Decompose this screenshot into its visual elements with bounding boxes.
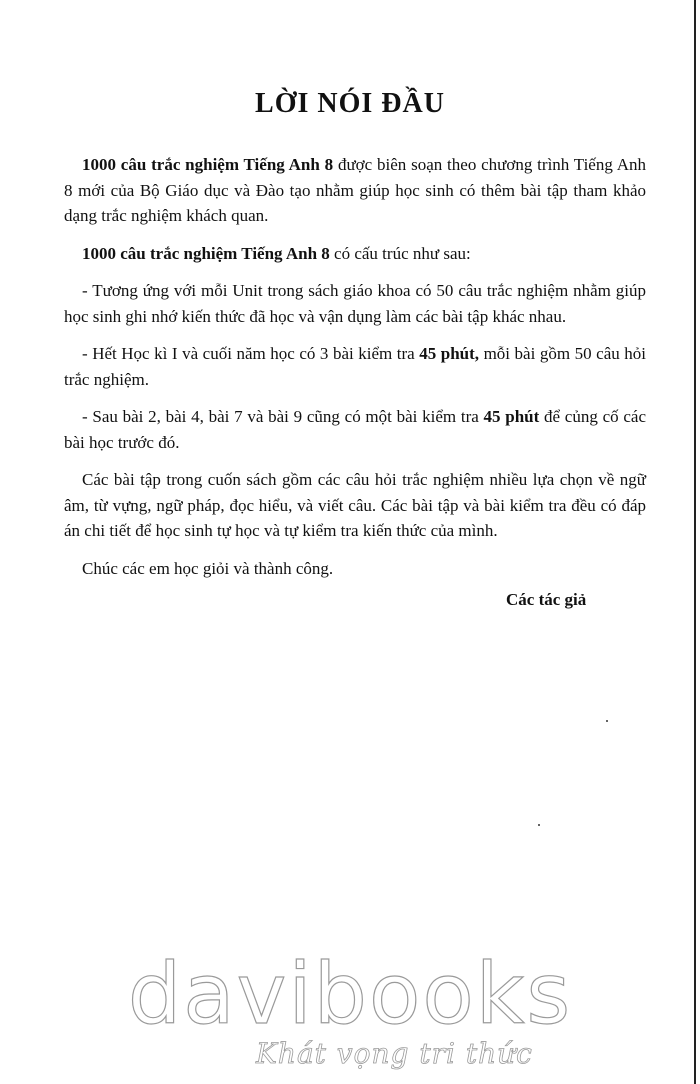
paragraph-intro <box>64 152 646 229</box>
paragraph-semester-tests <box>64 341 646 392</box>
scan-speck <box>606 720 608 722</box>
page-title: LỜI NÓI ĐẦU <box>255 88 445 119</box>
paragraph-intro-text: được biên soạn theo chương trình Tiếng Anh 8 mới của Bộ Giáo dục và Đào tạo nhằm giúp học sinh có thêm bài tập tham khảo dạng trắc nghiệm khách quan. <box>64 155 646 225</box>
paragraph-content: Các bài tập trong cuốn sách gồm các câu hỏi trắc nghiệm nhiều lựa chọn về ngữ âm, từ vựng, ngữ pháp, đọc hiểu, và viết câu. Các bài tập và bài kiểm tra đều có đáp án chi tiết để học sinh tự học và tự kiểm tra kiến thức của mình. <box>64 470 646 540</box>
book-title-bold: 1000 câu trắc nghiệm Tiếng Anh 8 <box>82 243 330 263</box>
author-signature: Các tác giả <box>506 590 587 609</box>
watermark-slogan: Khát vọng tri thức <box>256 1037 533 1070</box>
paragraph-semester-pre: - Hết Học kì I và cuối năm học có 3 bài kiểm tra <box>82 344 420 363</box>
paragraph-units: - Tương ứng với mỗi Unit trong sách giáo khoa có 50 câu trắc nghiệm nhằm giúp học sinh ghi nhớ kiến thức đã học và vận dụng làm các bài tập khác nhau. <box>64 281 646 326</box>
watermark-brand: davibooks <box>127 945 573 1043</box>
paragraph-semester-rest: mỗi bài gồm 50 câu hỏi trắc nghiệm. <box>64 344 646 389</box>
book-title-bold: 1000 câu trắc nghiệm Tiếng Anh 8 <box>82 155 334 174</box>
paragraph-lesson-rest: để củng cố các bài học trước đó. <box>64 407 646 452</box>
paragraph-closing: Chúc các em học giỏi và thành công. <box>82 558 334 578</box>
test-duration-bold: 45 phút, <box>419 344 480 363</box>
paragraph-lesson-pre: - Sau bài 2, bài 4, bài 7 và bài 9 cũng có một bài kiểm tra <box>82 407 484 426</box>
paragraph-structure <box>64 241 646 267</box>
paragraph-structure-text: có cấu trúc như sau: <box>329 243 471 263</box>
page-edge-line <box>694 0 696 1084</box>
scan-speck <box>538 824 540 826</box>
preface-body <box>64 152 646 593</box>
test-duration-bold: 45 phút <box>483 407 540 426</box>
paragraph-lesson-tests <box>64 404 646 455</box>
